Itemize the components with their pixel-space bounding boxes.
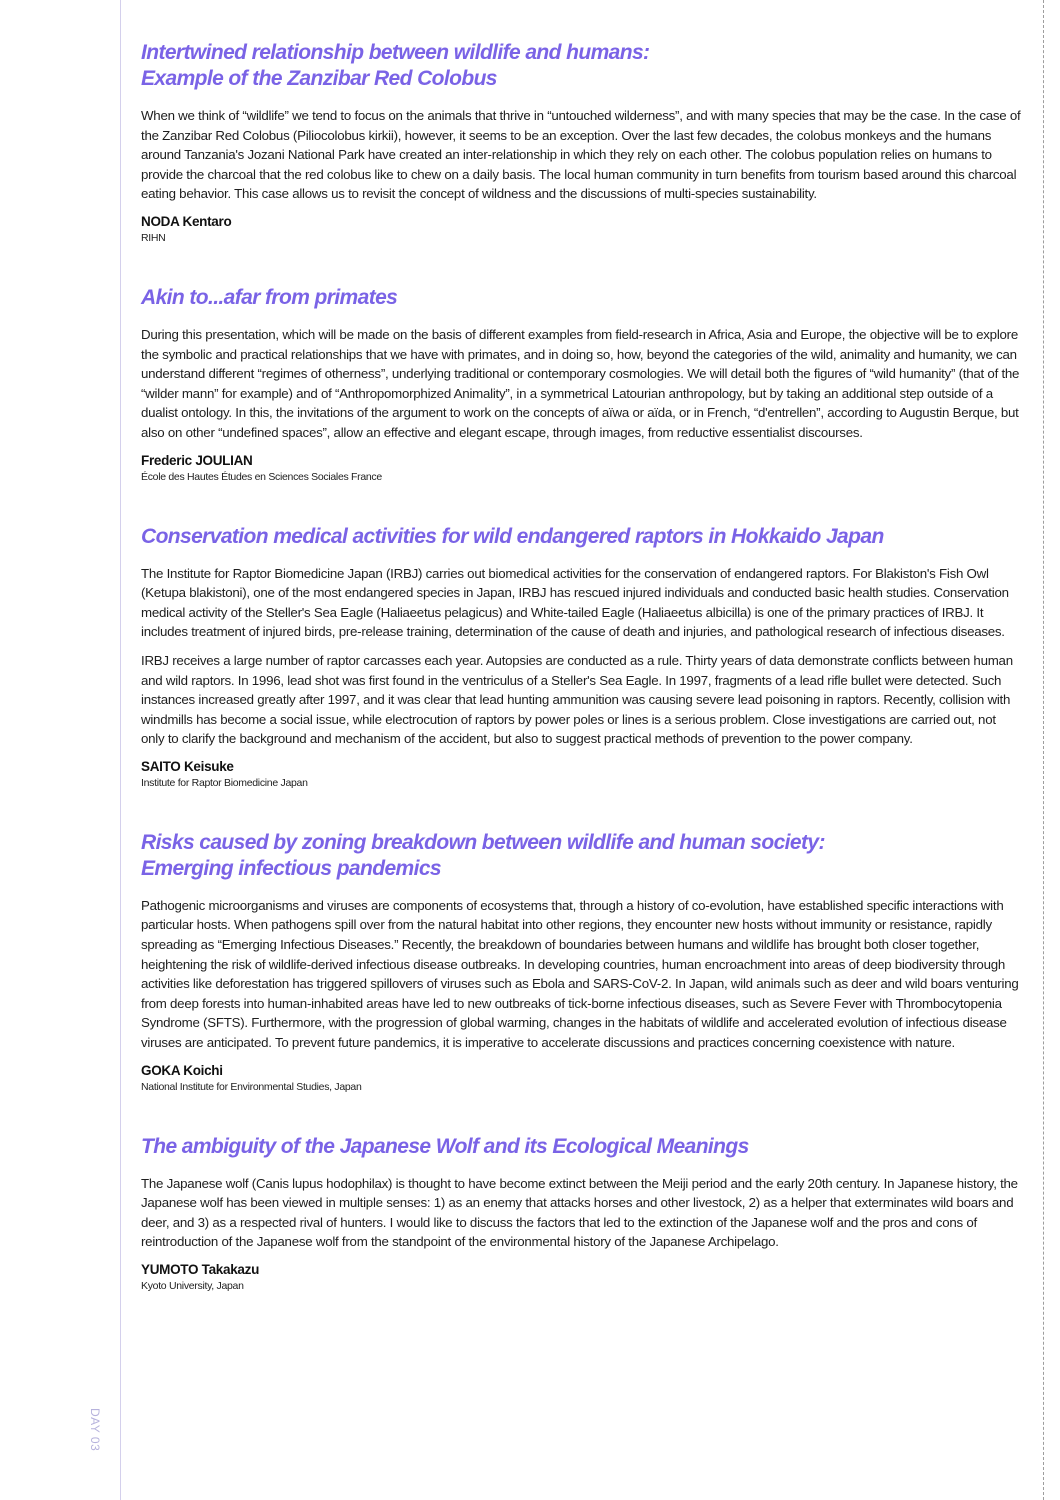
- title-line: Example of the Zanzibar Red Colobus: [141, 67, 497, 90]
- author-affiliation: Institute for Raptor Biomedicine Japan: [141, 776, 308, 789]
- author-name: GOKA Koichi: [141, 1062, 223, 1078]
- section-title: [141, 1134, 1021, 1160]
- section-title: [141, 524, 1021, 550]
- abstract-section: [141, 40, 1021, 245]
- title-line: Conservation medical activities for wild endangered raptors in Hokkaido Japan: [141, 524, 884, 548]
- author-affiliation: École des Hautes Études en Sciences Sociales France: [141, 470, 382, 483]
- day-label: DAY 03: [88, 1408, 102, 1452]
- abstract-paragraph: When we think of “wildlife” we tend to focus on the animals that thrive in “untouched wilderness”, and with many species that may be the case. In the case of the Zanzibar Red Colobus (Piliocolobus kirkii), however, it seems to be an exception. Over the last few decades, the colobus monkeys and the humans around Tanzania's Jozani National Park have created an inter-relationship in which they rely on each other. The colobus population relies on humans to provide the charcoal that the red colobus like to chew on a daily basis. The local human community in turn benefits from tourism based around this charcoal eating behavior. This case allows us to revisit the concept of wildness and the discussions of multi-species sustainability.: [141, 108, 1021, 202]
- author-affiliation: RIHN: [141, 231, 166, 244]
- title-line: Intertwined relationship between wildlife and humans:: [141, 41, 650, 64]
- abstract-section: [141, 1134, 1021, 1293]
- section-title: [141, 40, 1021, 92]
- author-name: YUMOTO Takakazu: [141, 1262, 260, 1277]
- author-affiliation: Kyoto University, Japan: [141, 1280, 244, 1292]
- left-margin-rule: [120, 0, 121, 1500]
- abstract-section: [141, 285, 1021, 484]
- abstract-paragraph: The Japanese wolf (Canis lupus hodophilax) is thought to have become extinct between the Meiji period and the early 20th century. In Japanese history, the Japanese wolf has been viewed in multiple senses: 1) as an enemy that attacks horses and other livestock, 2) as a helper that exterminates wild boars and deer, and 3) as a respected rival of hunters. I would like to discuss the factors that led to the extinction of the Japanese wolf and the pros and cons of reintroduction of the Japanese wolf from the standpoint of the environmental history of the Japanese Archipelago.: [141, 1175, 1018, 1250]
- title-line: Emerging infectious pandemics: [141, 856, 441, 880]
- abstract-section: [141, 524, 1021, 790]
- section-title: [141, 830, 1021, 882]
- section-title: [141, 285, 1021, 311]
- title-line: Risks caused by zoning breakdown between wildlife and human society:: [141, 830, 825, 854]
- author-name: NODA Kentaro: [141, 213, 232, 229]
- right-dashed-rule: [1043, 0, 1044, 1500]
- abstract-paragraph: IRBJ receives a large number of raptor carcasses each year. Autopsies are conducted as a rule. Thirty years of data demonstrate conflicts between human and wild raptors. In 1996, lead shot was first found in the ventriculus of a Steller's Sea Eagle. In 1997, fragments of a lead rifle bullet were detected. Such instances increased greatly after 1997, and it was clear that lead hunting ammunition was causing severe lead poisoning in raptors. Recently, collision with windmills has become a social issue, while electrocution of raptors by power poles or lines is a serious problem. Close investigations are carried out, not only to clarify the background and mechanism of the accident, but also to suggest practical methods of prevention to the power company.: [141, 652, 1013, 747]
- abstract-paragraph: Pathogenic microorganisms and viruses are components of ecosystems that, through a history of co-evolution, have established specific interactions with particular hosts. When pathogens spill over from the natural habitat into other regions, they encounter new hosts without immunity or resistance, rapidly spreading as “Emerging Infectious Diseases.” Recently, the breakdown of boundaries between humans and wildlife has brought both closer together, heightening the risk of wildlife-derived infectious disease outbreaks. In developing countries, human encroachment into areas of deep biodiversity through activities like deforestation has triggered spillovers of viruses such as Ebola and SARS-CoV-2. In Japan, wild animals such as deer and wild boars venturing from deep forests into human-inhabited areas have led to new outbreaks of tick-borne infectious diseases, such as Severe Fever with Thrombocytopenia Syndrome (SFTS). Furthermore, with the progression of global warming, changes in the habitats of wildlife and accelerated evolution of infectious disease viruses are anticipated. To prevent future pandemics, it is imperative to accelerate discussions and practices concerning coexistence with nature.: [141, 897, 1019, 1051]
- abstract-paragraph: During this presentation, which will be made on the basis of different examples from field-research in Africa, Asia and Europe, the objective will be to explore the symbolic and practical relationships that we have with primates, and in doing so, how, beyond the categories of the wild, animality and humanity, we can understand different “regimes of otherness”, underlying traditional or contemporary cosmologies. We will detail both the figures of “wild humanity” (that of the “wilder mann” for example) and of “Anthropomorphized Animality”, in a symmetrical Latourian anthropology, but by taking an additional step outside of a dualist ontology. In this, the invitations of the argument to work on the concepts of aïwa or aïda, or in French, “d'entrellen”, according to Augustin Berque, but also on other “undefined spaces”, allow an effective and elegant escape, through images, from reductive essentialist discourses.: [141, 326, 1020, 440]
- author-affiliation: National Institute for Environmental Studies, Japan: [141, 1080, 362, 1093]
- author-name: Frederic JOULIAN: [141, 452, 253, 468]
- title-line: The ambiguity of the Japanese Wolf and its Ecological Meanings: [141, 1134, 749, 1158]
- abstract-paragraph: The Institute for Raptor Biomedicine Japan (IRBJ) carries out biomedical activities for the conservation of endangered raptors. For Blakiston's Fish Owl (Ketupa blakistoni), one of the most endangered species in Japan, IRBJ has rescued injured individuals and conducted basic health studies. Conservation medical activity of the Steller's Sea Eagle (Haliaeetus pelagicus) and White-tailed Eagle (Haliaeetus albicilla) is one of the primary practices of IRBJ. It includes treatment of injured birds, pre-release training, determination of the cause of death and injuries, and pathological research of infectious diseases.: [141, 565, 1009, 640]
- title-line: Akin to...afar from primates: [141, 285, 398, 309]
- author-name: SAITO Keisuke: [141, 758, 234, 774]
- abstracts-column: [141, 40, 1021, 1333]
- abstract-section: [141, 830, 1021, 1094]
